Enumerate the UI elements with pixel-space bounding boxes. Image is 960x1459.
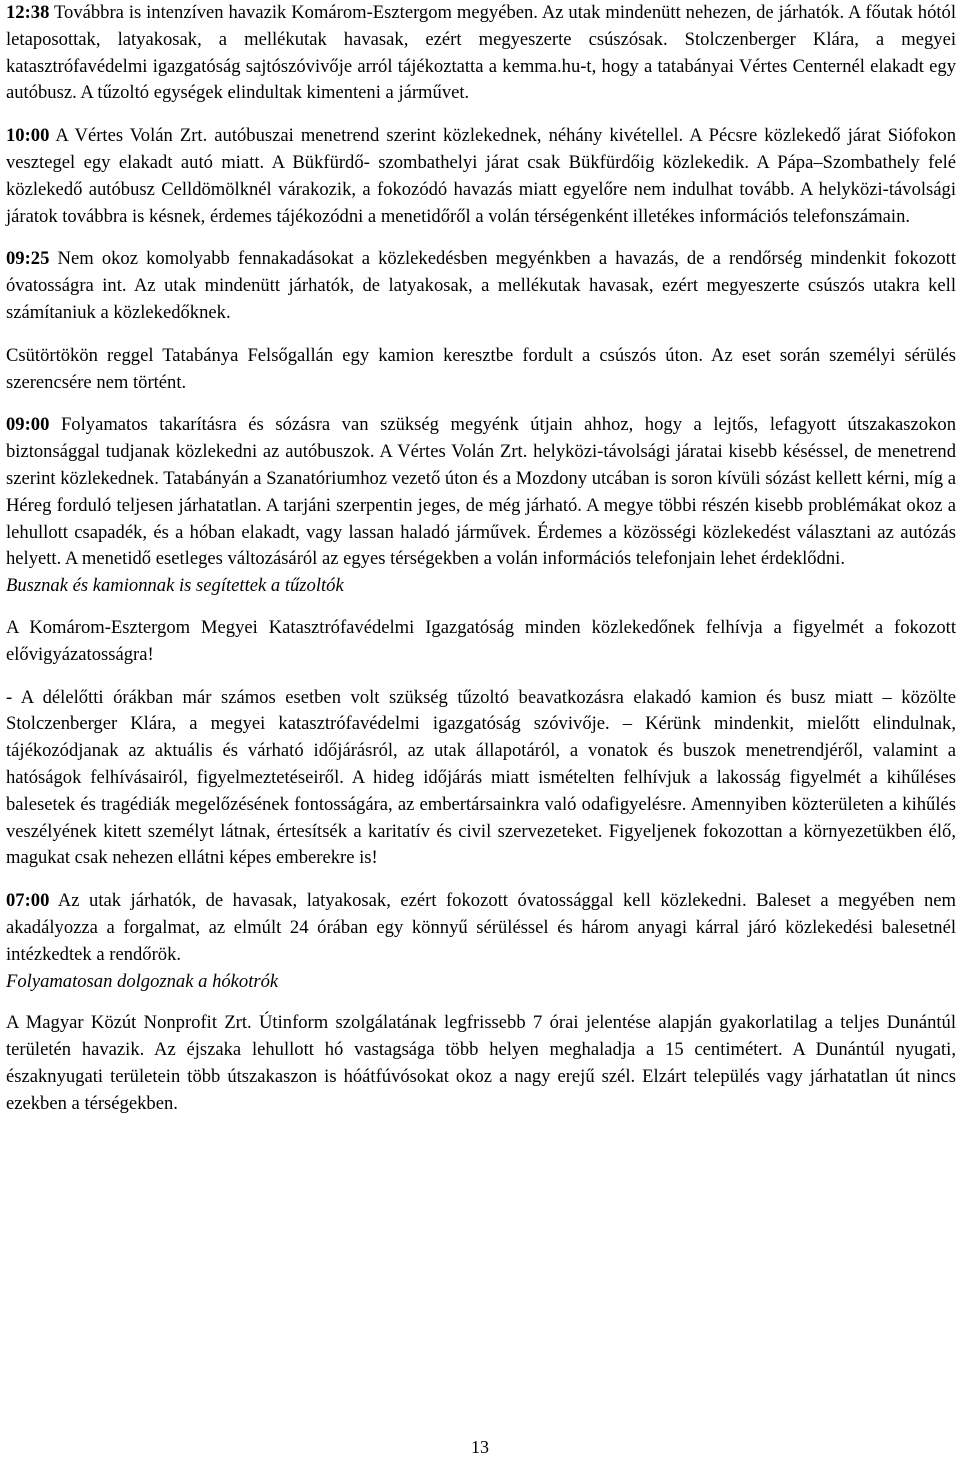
paragraph-text: Csütörtökön reggel Tatabánya Felsőgallán egy kamion keresztbe fordult a csúszós úton. Az eset során személyi sérülés szerencsére nem történt. xyxy=(6,344,956,393)
timestamp: 09:00 xyxy=(6,414,50,436)
section-heading-firefighters: Busznak és kamionnak is segítettek a tűzoltók xyxy=(6,575,344,597)
section-heading-snowplows: Folyamatosan dolgoznak a hókotrók xyxy=(6,970,279,992)
paragraph-text: Folyamatos takarításra és sózásra van szükség megyénk útjain ahhoz, hogy a lejtős, lefagyott útszakaszokon biztonsággal tudjanak közlekedni az autóbuszok. A Vértes Volán Zrt. helyközi-távolsági járatai kisebb késéssel, de menetrend szerint közlekednek. Tatabányán a Szanatóriumhoz vezető úton és a Mozdony utcában is soron kívüli sózást kellett kérni, míg a Héreg forduló teljesen járhatatlan. A tarjáni szerpentin jeges, de még járható. A megye többi részén kisebb problémákat okoz a lehullott csapadék, és a hóban elakadt, vagy lassan haladó járművek. Érdemes a közösségi közlekedést választani az autózás helyett. A menetidő esetleges változásáról az egyes térségekben a volán információs telefonjain lehet érdeklődni. xyxy=(6,414,956,570)
document-page xyxy=(6,0,956,1117)
paragraph-text: A Komárom-Esztergom Megyei Katasztrófavédelmi Igazgatóság minden közlekedőnek felhívja a figyelmét a fokozott elővigyázatosságra! xyxy=(6,616,956,665)
paragraph-text: - A délelőtti órákban már számos esetben volt szükség tűzoltó beavatkozásra elakadó kamion és busz miatt – közölte Stolczenberger Klára, a megyei katasztrófavédelmi igazgatóság szóvivője. – Kérünk mindenkit, mielőtt elindulnak, tájékozódjanak az aktuális és várható időjárásról, az utak állapotáról, a vonatok és buszok menetrendjéről, valamint a hatóságok felhívásairól, figyelmeztetéseiről. A hideg időjárás miatt ismételten felhívjuk a lakosság figyelmét a kihűléses balesetek és tragédiák megelőzésének fontosságára, az embertársainkra való odafigyelésre. Amennyiben közterületen a kihűlés veszélyének kitett személyt látnak, értesítsék a karitatív és civil szervezeteket. Figyeljenek fokozottan a környezetükben élő, magukat csak nehezen ellátni képes emberekre is! xyxy=(6,686,956,869)
timestamp: 07:00 xyxy=(6,890,50,912)
news-entry-0900 xyxy=(6,412,956,573)
news-entry-1238 xyxy=(6,0,956,107)
timestamp: 12:38 xyxy=(6,2,50,23)
timestamp: 10:00 xyxy=(6,125,50,147)
news-entry-0700 xyxy=(6,888,956,968)
paragraph-text: Nem okoz komolyabb fennakadásokat a közlekedésben megyénkben a havazás, de a rendőrség mindenkit fokozott óvatosságra int. Az utak mindenütt járhatók, de latyakosak, a mellékutak havasak, ezért megyeszerte csúszós utakra kell számítaniuk a közlekedőknek. xyxy=(6,248,956,323)
news-paragraph-truck-incident xyxy=(6,343,956,397)
news-paragraph-utinform-report xyxy=(6,1010,956,1117)
paragraph-text: Az utak járhatók, de havasak, latyakosak, ezért fokozott óvatossággal kell közlekedni. Baleset a megyében nem akadályozza a forgalmat, az elmúlt 24 órában egy könnyű sérüléssel és három anyagi kárral járó közlekedési balesetnél intézkedtek a rendőrök. xyxy=(6,890,956,965)
news-paragraph-directorate-notice xyxy=(6,615,956,669)
news-entry-0925 xyxy=(6,246,956,326)
news-entry-1000 xyxy=(6,123,956,230)
news-paragraph-spokesperson-quote xyxy=(6,685,956,873)
paragraph-text: Továbbra is intenzíven havazik Komárom-Esztergom megyében. Az utak mindenütt nehezen, de járhatók. A főutak hótól letaposottak, latyakosak, a mellékutak havasak, ezért megyeszerte csúszósak. Stolczenberger Klára, a megyei katasztrófavédelmi igazgatóság sajtószóvivője arról tájékoztatta a kemma.hu-t, hogy a tatabányai Vértes Centernél elakadt egy autóbusz. A tűzoltó egységek elindultak kimenteni a járművet. xyxy=(6,2,956,104)
timestamp: 09:25 xyxy=(6,248,50,270)
paragraph-text: A Magyar Közút Nonprofit Zrt. Útinform szolgálatának legfrissebb 7 órai jelentése alapján gyakorlatilag a teljes Dunántúl területén havazik. Az éjszaka lehullott hó vastagsága több helyen meghaladja a 15 centimétert. A Dunántúl nyugati, északnyugati területein több útszakaszon is hóátfúvósokat okoz a nagy erejű szél. Elzárt település vagy járhatatlan út nincs ezekben a térségekben. xyxy=(6,1012,956,1114)
page-number: 13 xyxy=(471,1437,489,1457)
paragraph-text: A Vértes Volán Zrt. autóbuszai menetrend szerint közlekednek, néhány kivétellel. A Pécsre közlekedő járat Siófokon vesztegel egy elakadt autó miatt. A Bükfürdő- szombathelyi járat csak Bükfürdőig közlekedik. A Pápa–Szombathely felé közlekedő autóbusz Celldömölknél várakozik, a fokozódó havazás miatt egyelőre nem indulhat tovább. A helyközi-távolsági járatok továbbra is késnek, érdemes tájékozódni a menetidőről a volán térségenként illetékes információs telefonszámain. xyxy=(6,125,956,227)
